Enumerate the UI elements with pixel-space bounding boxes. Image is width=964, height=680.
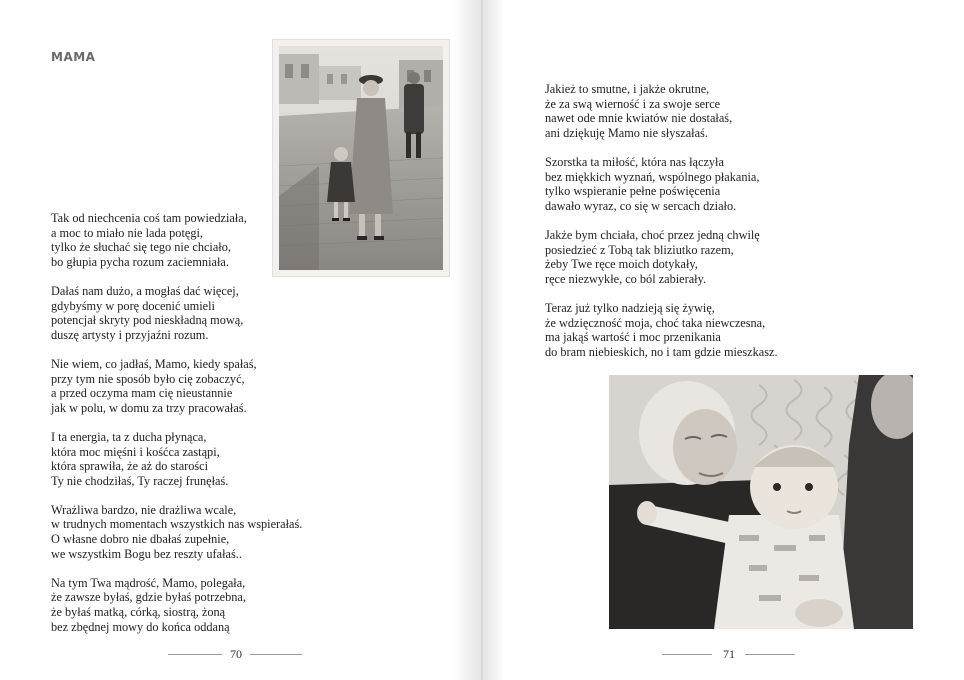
poem-line: że za swą wierność i za swoje serce bbox=[545, 96, 721, 111]
left-page bbox=[0, 0, 481, 680]
poem-line: która moc mięśni i kośćca zastąpi, bbox=[51, 444, 220, 459]
poem-line: ma jakąś wartość i moc przenikania bbox=[545, 330, 721, 345]
right-page bbox=[483, 0, 964, 680]
poem-line: przy tym nie sposób było cię zobaczyć, bbox=[51, 371, 245, 386]
grandmother-baby-photo bbox=[609, 375, 913, 629]
poem-line: Teraz już tylko nadzieją się żywię, bbox=[545, 300, 715, 315]
stanza bbox=[51, 576, 321, 634]
poem-line: która sprawiła, że aż do starości bbox=[51, 459, 209, 474]
poem-line: do bram niebieskich, no i tam gdzie mieszkasz. bbox=[545, 344, 778, 359]
poem-line: a moc to miało nie lada potęgi, bbox=[51, 225, 203, 240]
poem-line: tylko wspieranie pełne poświęcenia bbox=[545, 184, 721, 199]
stanza bbox=[51, 357, 321, 415]
poem-line: Dałaś nam dużo, a mogłaś dać więcej, bbox=[51, 283, 239, 298]
stanza bbox=[545, 82, 825, 140]
poem-line: ręce niezwykłe, co ból zabierały. bbox=[545, 271, 707, 286]
stanza bbox=[545, 155, 825, 213]
poem-left bbox=[51, 211, 321, 634]
poem-line: Jakże bym chciała, choć przez jedną chwilę bbox=[545, 227, 760, 242]
poem-line: a przed oczyma mam cię nieustannie bbox=[51, 386, 233, 401]
poem-line: dawało wyraz, co się w sercach działo. bbox=[545, 198, 737, 213]
stanza bbox=[545, 228, 825, 286]
stanza bbox=[51, 284, 321, 342]
poem-line: że wdzięczność moja, choć taka niewczesna, bbox=[545, 315, 766, 330]
poem-line: O własne dobro nie dbałaś zupełnie, bbox=[51, 532, 230, 547]
stanza bbox=[51, 211, 321, 269]
folio-rule bbox=[662, 654, 712, 655]
stanza bbox=[51, 430, 321, 488]
poem-line: I ta energia, ta z ducha płynąca, bbox=[51, 429, 207, 444]
poem-line: potencjał skryty pod nieskładną mową, bbox=[51, 313, 244, 328]
page-number: 71 bbox=[723, 647, 735, 661]
poem-line: Na tym Twa mądrość, Mamo, polegała, bbox=[51, 575, 246, 590]
folio-rule bbox=[745, 654, 795, 655]
poem-line: nawet ode mnie kwiatów nie dostałaś, bbox=[545, 111, 733, 126]
poem-line: że zawsze byłaś, gdzie byłaś potrzebna, bbox=[51, 590, 246, 605]
poem-line: Nie wiem, co jadłaś, Mamo, kiedy spałaś, bbox=[51, 356, 257, 371]
poem-line: że byłaś matką, córką, siostrą, żoną bbox=[51, 605, 226, 620]
poem-line: posiedzieć z Tobą tak bliziutko razem, bbox=[545, 242, 734, 257]
poem-line: duszę artysty i przyjaźni rozum. bbox=[51, 327, 209, 342]
gutter-shadow bbox=[483, 0, 505, 680]
poem-line: Jakież to smutne, i jakże okrutne, bbox=[545, 82, 710, 96]
folio-rule bbox=[168, 654, 222, 655]
poem-line: w trudnych momentach wszystkich nas wspierałaś. bbox=[51, 517, 303, 532]
poem-line: bo głupia pycha rozum zaciemniała. bbox=[51, 254, 229, 269]
poem-line: ani dziękuję Mamo nie słyszałaś. bbox=[545, 125, 708, 140]
poem-line: Tak od niechcenia coś tam powiedziała, bbox=[51, 211, 247, 225]
stanza bbox=[545, 301, 825, 359]
poem-line: bez miękkich wyznań, wspólnego płakania, bbox=[545, 169, 760, 184]
poem-line: we wszystkim Bogu bez reszty ufałaś.. bbox=[51, 546, 242, 561]
poem-line: gdybyśmy w porę docenić umieli bbox=[51, 298, 215, 313]
folio-rule bbox=[250, 654, 302, 655]
poem-line: Ty nie chodziłaś, Ty raczej frunęłaś. bbox=[51, 473, 229, 488]
stanza bbox=[51, 503, 321, 561]
section-label: MAMA bbox=[51, 50, 96, 64]
poem-line: jak w polu, w domu za trzy pracowałaś. bbox=[51, 400, 247, 415]
poem-line: żeby Twe ręce moich dotykały, bbox=[545, 257, 698, 272]
gutter-shadow bbox=[453, 0, 481, 680]
grandmother-baby-illustration bbox=[609, 375, 913, 629]
page-number: 70 bbox=[230, 647, 242, 661]
poem-line: Wrażliwa bardzo, nie drażliwa wcale, bbox=[51, 502, 237, 517]
poem-line: bez zbędnej mowy do końca oddaną bbox=[51, 619, 230, 634]
poem-right bbox=[545, 82, 825, 359]
poem-line: tylko że słuchać się tego nie chciało, bbox=[51, 240, 231, 255]
poem-line: Szorstka ta miłość, która nas łączyła bbox=[545, 154, 724, 169]
